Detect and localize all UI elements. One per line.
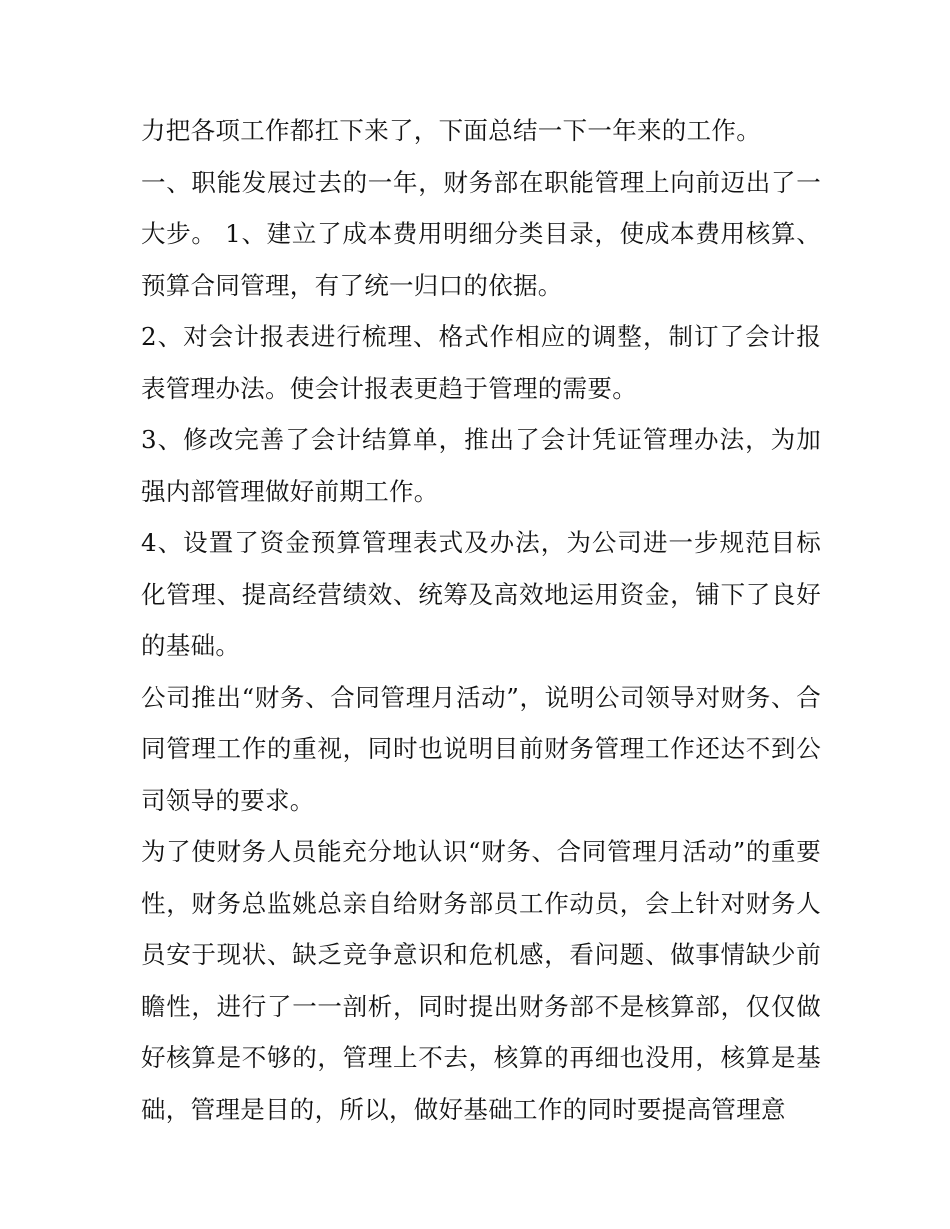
paragraph-mobilization: 为了使财务人员能充分地认识“财务、合同管理月活动”的重要性，财务总监姚总亲自给财务部员工作动员，会上针对财务人员安于现状、缺乏竞争意识和危机感，看问题、做事情缺少前瞻性，进行了一一剖析，同时提出财务部不是核算部，仅仅做好核算是不够的，管理上不去，核算的再细也没用，核算是基础，管理是目的，所以，做好基础工作的同时要提高管理意 [141,837,821,1124]
paragraph-management-month: 公司推出“财务、合同管理月活动”，说明公司领导对财务、合同管理工作的重视，同时也说明目前财务管理工作还达不到公司领导的要求。 [141,682,821,815]
document-body [141,105,821,1135]
paragraph-item-4: 4、设置了资金预算管理表式及办法，为公司进一步规范目标化管理、提高经营绩效、统筹及高效地运用资金，铺下了良好的基础。 [141,528,821,660]
paragraph-functional-development: 一、职能发展过去的一年，财务部在职能管理上向前迈出了一大步。 1、建立了成本费用明细分类目录，使成本费用核算、预算合同管理，有了统一归口的依据。 [141,167,821,300]
paragraph-intro: 力把各项工作都扛下来了，下面总结一下一年来的工作。 [141,116,761,145]
paragraph-item-2: 2、对会计报表进行梳理、格式作相应的调整，制订了会计报表管理办法。使会计报表更趋于管理的需要。 [141,322,821,403]
paragraph-item-3: 3、修改完善了会计结算单，推出了会计凭证管理办法，为加强内部管理做好前期工作。 [141,425,821,506]
